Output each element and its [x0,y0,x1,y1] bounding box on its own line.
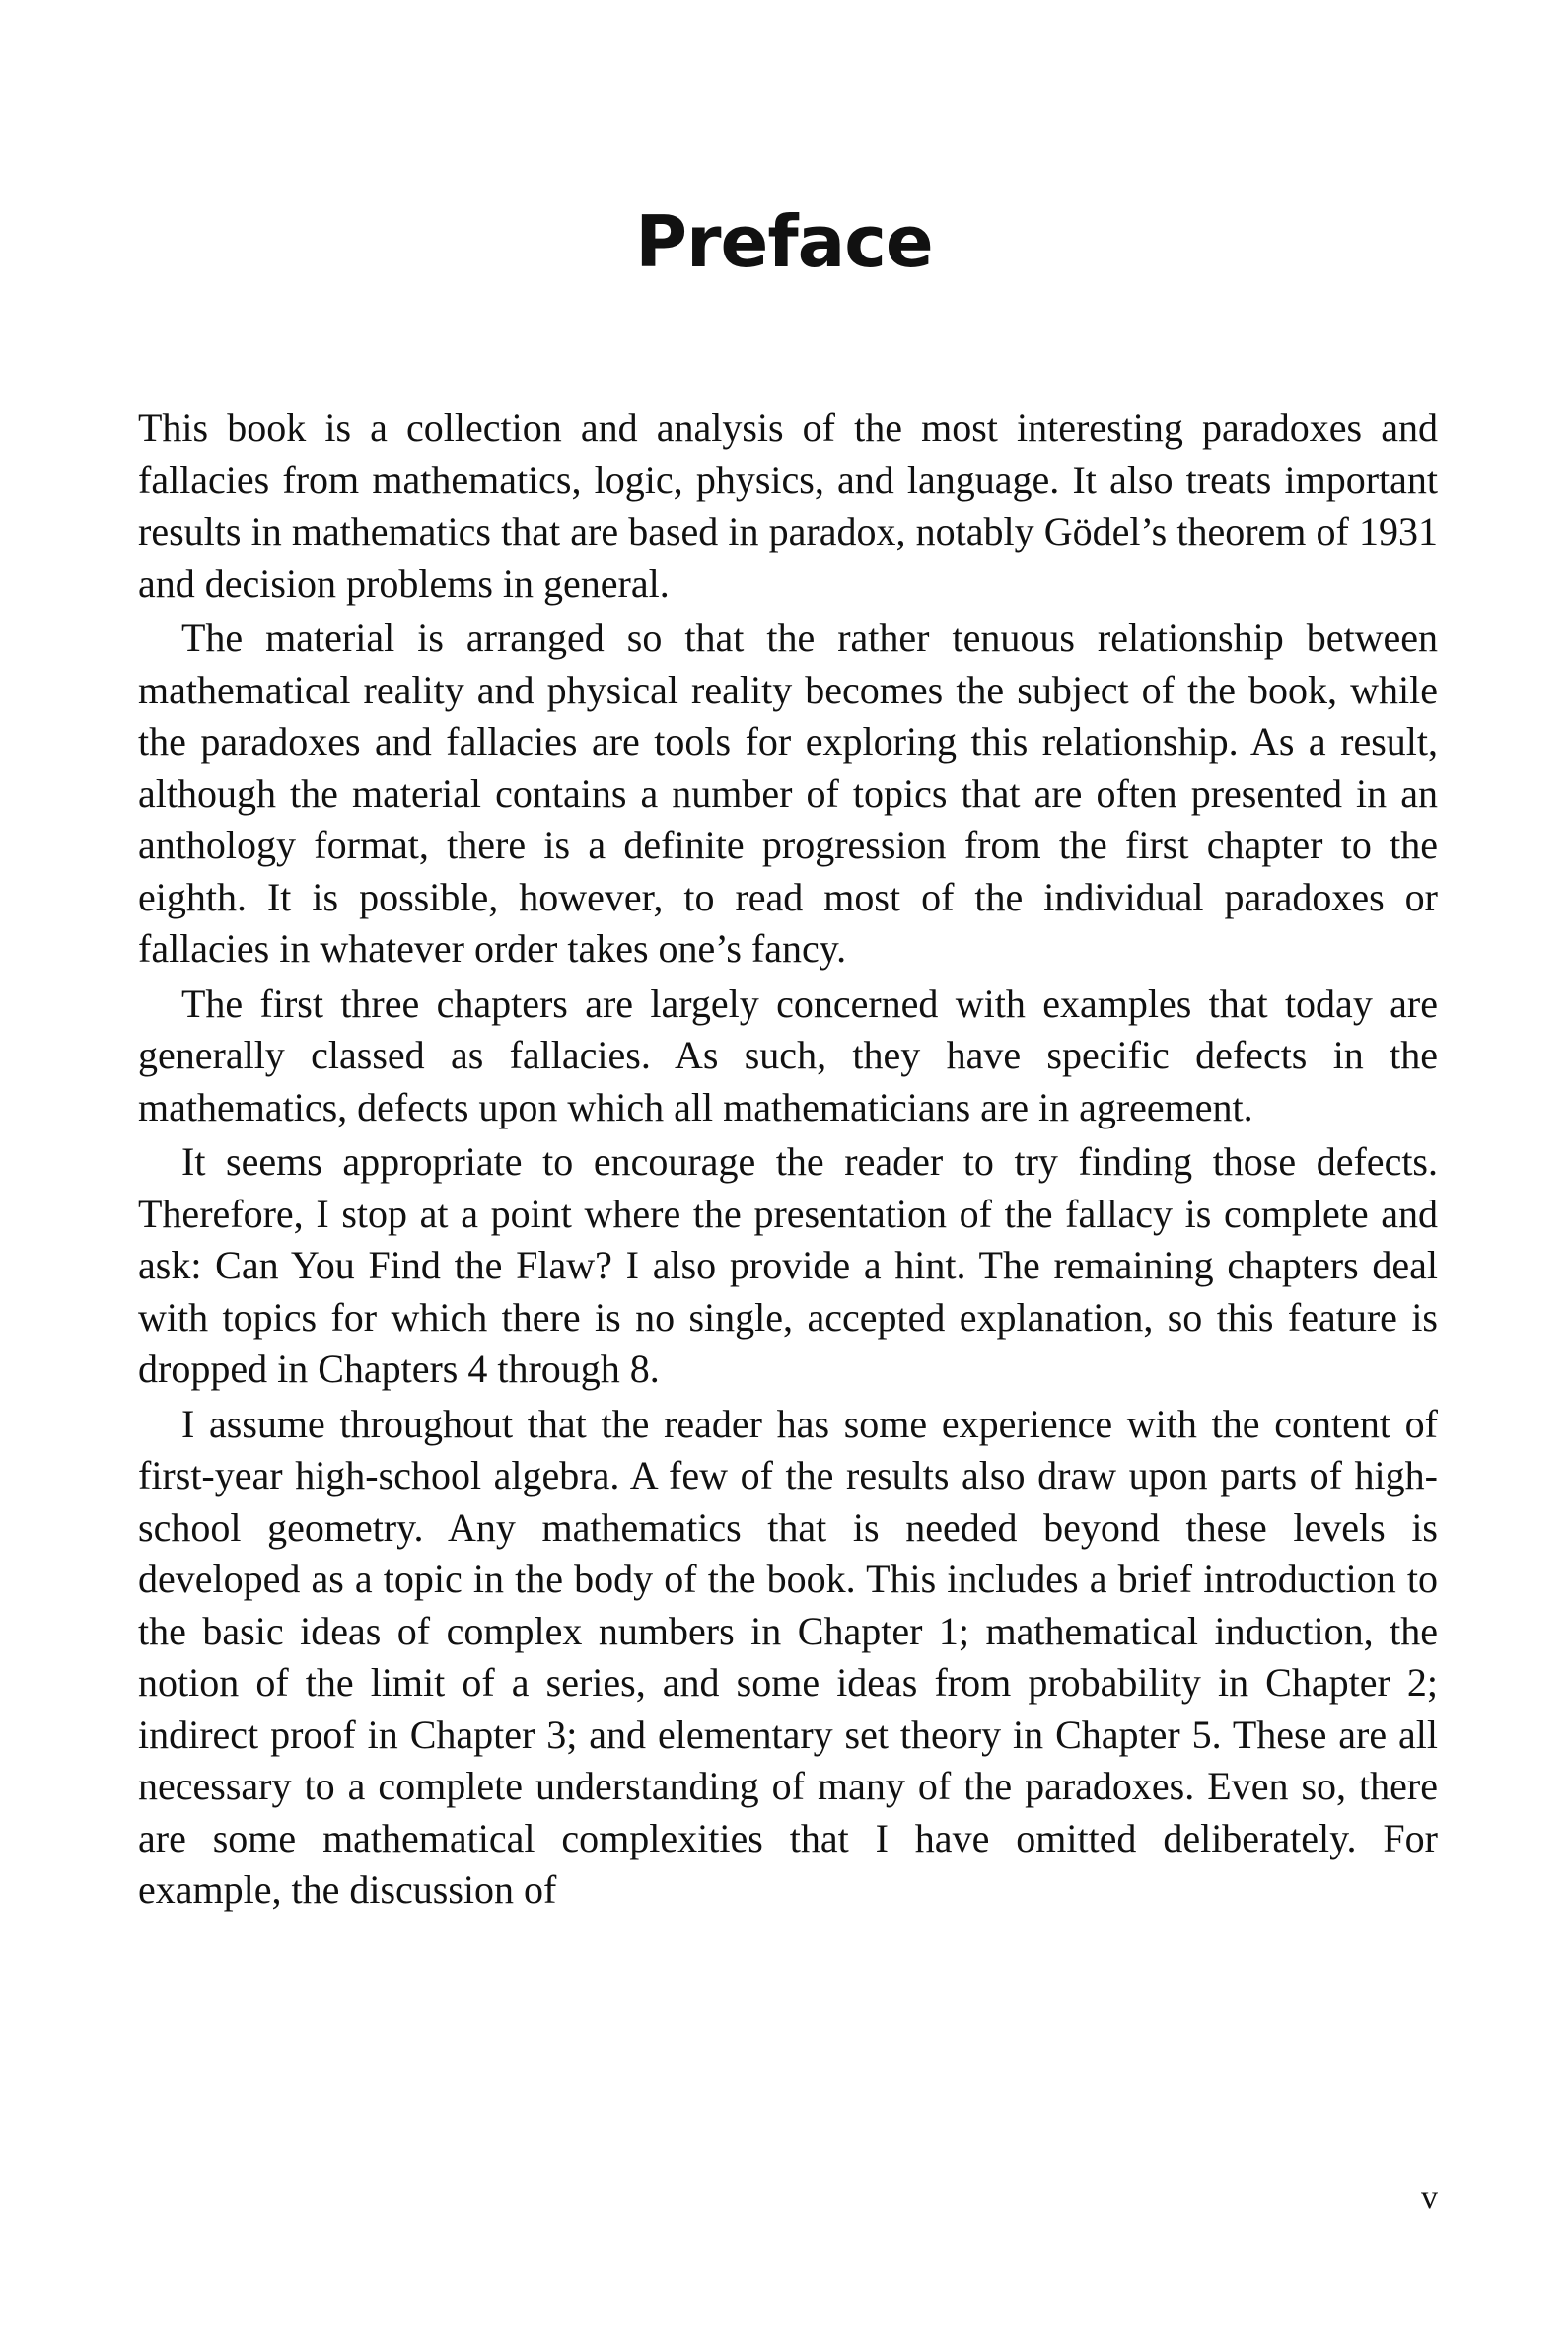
paragraph-3: The first three chapters are largely concerned with examples that today are generally classed as fallacies. As such, they have specific defects in the mathematics, defects upon which all mathematicians are in agreement. [138,981,1438,1129]
paragraph-2: The material is arranged so that the rather tenuous relationship between mathematical reality and physical reality becomes the subject of the book, while the paradoxes and fallacies are tools for exploring this relationship. As a result, although the material contains a number of topics that are often presented in an anthology format, there is a definite progression from the first chapter to the eighth. It is possible, however, to read most of the individual paradoxes or fallacies in whatever order takes one’s fancy. [138,616,1438,971]
paragraph-1: This book is a collection and analysis of the most interesting paradoxes and fallacies from mathematics, logic, physics, and language. It also treats important results in mathematics that are based in paradox, notably Gödel’s theorem of 1931 and decision problems in general. [138,405,1438,606]
preface-body [138,402,1438,1920]
paragraph-4: It seems appropriate to encourage the reader to try finding those defects. Therefore, I stop at a point where the presentation of the fallacy is complete and ask: Can You Find the Flaw? I also provide a hint. The remaining chapters deal with topics for which there is no single, accepted explanation, so this feature is dropped in Chapters 4 through 8. [138,1139,1438,1391]
page-title: Preface [635,200,933,283]
page-number: v [1421,2179,1438,2216]
paragraph-5: I assume throughout that the reader has some experience with the content of first-year high-school algebra. A few of the results also draw upon parts of high-school geometry. Any mathematics that is needed beyond these levels is developed as a topic in the body of the book. This includes a brief introduction to the basic ideas of complex numbers in Chapter 1; mathematical induction, the notion of the limit of a series, and some ideas from probability in Chapter 2; indirect proof in Chapter 3; and elementary set theory in Chapter 5. These are all necessary to a complete understanding of many of the paradoxes. Even so, there are some mathematical complexities that I have omitted deliberately. For example, the discussion of [138,1401,1438,1912]
